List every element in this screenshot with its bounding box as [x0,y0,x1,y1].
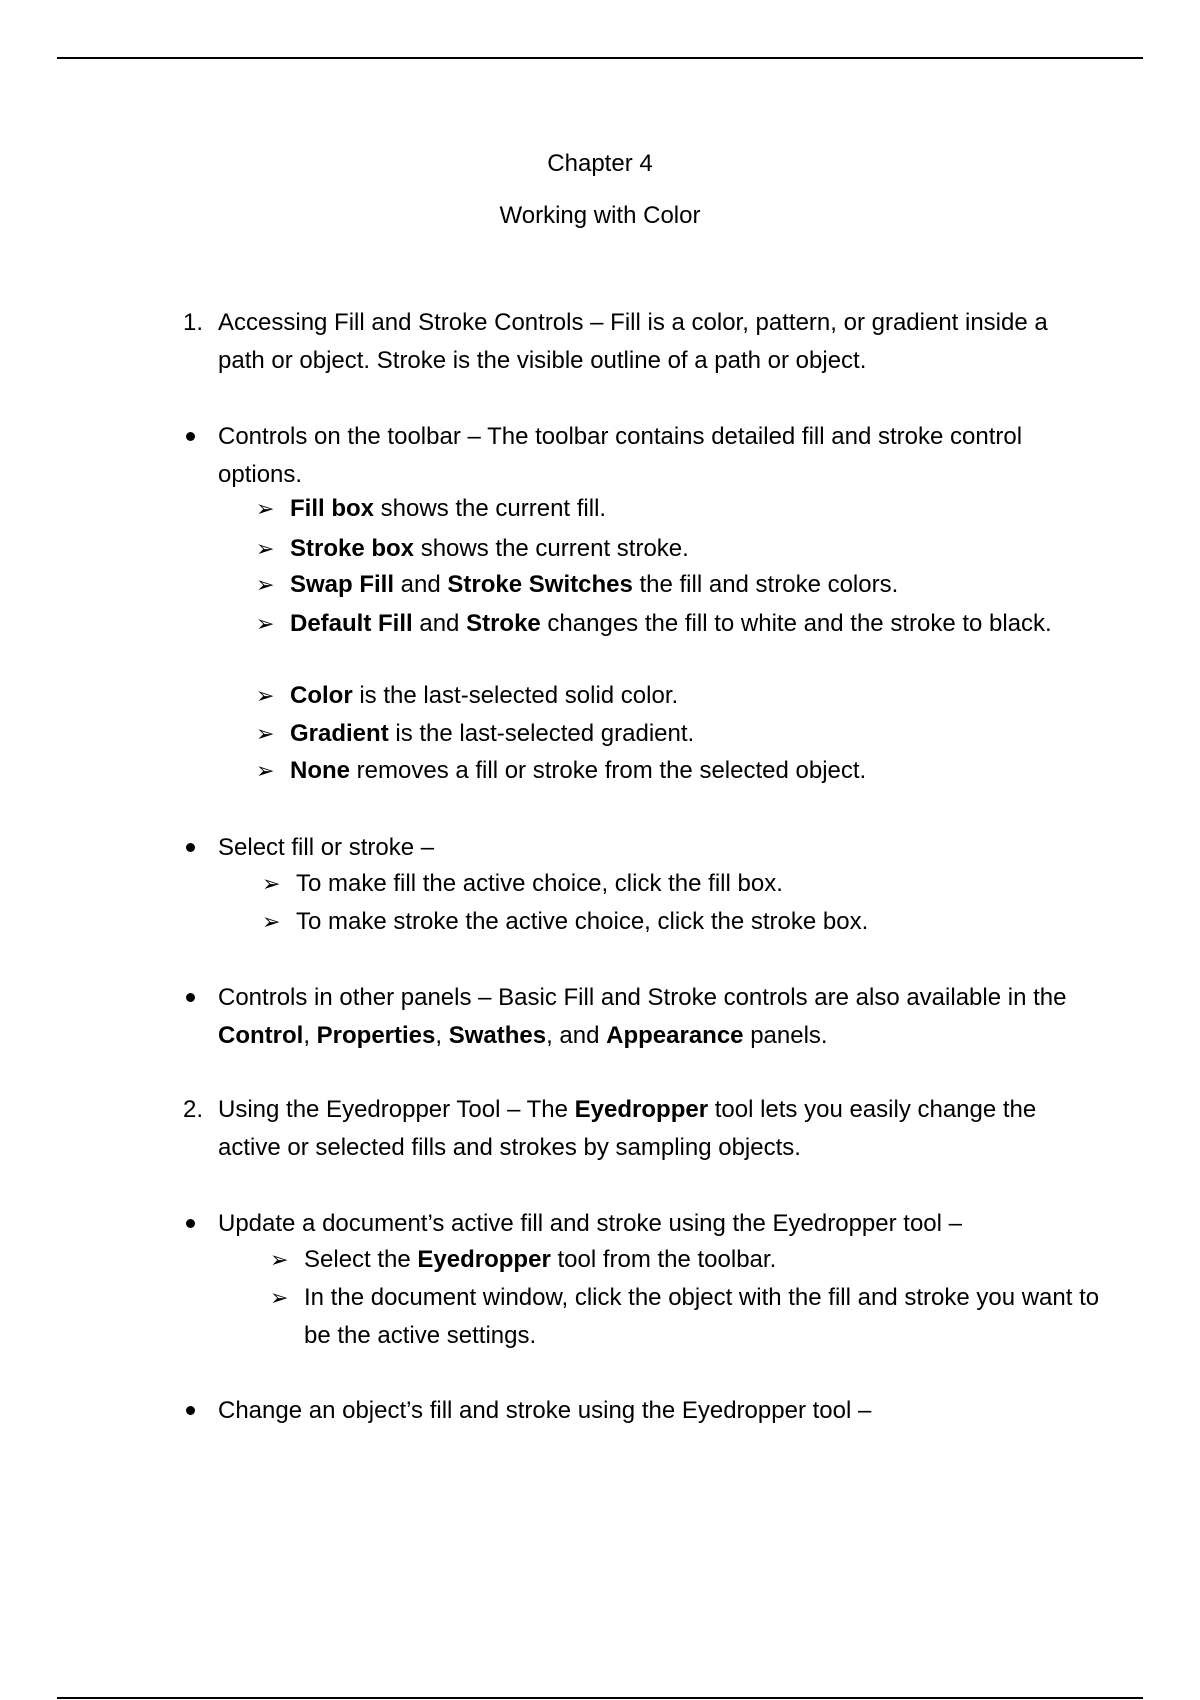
bottom-rule [57,1697,1143,1699]
list-item-fill-box: Fill box shows the current fill. [290,495,607,522]
bullet-update-document: Update a document’s active fill and stroke using the Eyedropper tool – [218,1210,962,1237]
bullet-dot [186,432,195,441]
section-2-marker: 2. [183,1096,204,1123]
list-item-make-fill-active: To make fill the active choice, click the fill box. [296,870,783,897]
list-item-swap-fill: Swap Fill and Stroke Switches the fill and stroke colors. [290,571,899,598]
list-item-click-object: In the document window, click the object with the fill and stroke you want to be the active settings. [304,1284,1100,1349]
bullet-dot [186,993,195,1002]
bullet-dot [186,1219,195,1228]
list-item-default-fill: Default Fill and Stroke changes the fill to white and the stroke to black. [290,610,1052,637]
arrow-bullet-icon: ➢ [270,1247,289,1272]
section-2-text: Using the Eyedropper Tool – The Eyedropper tool lets you easily change the active or selected fills and strokes by sampling objects. [218,1096,1037,1161]
top-rule [57,57,1143,59]
bullet-dot [186,843,195,852]
arrow-bullet-icon: ➢ [256,536,275,561]
arrow-bullet-icon: ➢ [256,758,275,783]
arrow-bullet-icon: ➢ [256,721,275,746]
arrow-bullet-icon: ➢ [256,611,275,636]
list-item-stroke-box: Stroke box shows the current stroke. [290,535,689,562]
arrow-bullet-icon: ➢ [262,871,281,896]
arrow-bullet-icon: ➢ [256,496,275,521]
arrow-bullet-icon: ➢ [256,572,275,597]
arrow-bullet-icon: ➢ [256,683,275,708]
bullet-toolbar-controls: Controls on the toolbar – The toolbar contains detailed fill and stroke control options. [218,423,1023,488]
section-1-marker: 1. [183,309,204,336]
list-item-gradient: Gradient is the last-selected gradient. [290,720,695,747]
chapter-label: Chapter 4 [547,150,653,177]
list-item-select-eyedropper: Select the Eyedropper tool from the toolbar. [304,1246,777,1273]
bullet-select-fill-stroke: Select fill or stroke – [218,834,435,861]
chapter-title: Working with Color [499,202,701,229]
bullet-change-object: Change an object’s fill and stroke using the Eyedropper tool – [218,1397,872,1424]
section-1-text: Accessing Fill and Stroke Controls – Fill is a color, pattern, or gradient inside a path or object. Stroke is the visible outline of a path or object. [218,309,1048,374]
bullet-dot [186,1406,195,1415]
arrow-bullet-icon: ➢ [270,1285,289,1310]
list-item-make-stroke-active: To make stroke the active choice, click the stroke box. [296,908,869,935]
list-item-color: Color is the last-selected solid color. [290,682,679,709]
list-item-none: None removes a fill or stroke from the selected object. [290,757,867,784]
bullet-other-panels: Controls in other panels – Basic Fill and Stroke controls are also available in the Control, Properties, Swathes, and Appearance panels. [218,984,1067,1049]
arrow-bullet-icon: ➢ [262,909,281,934]
